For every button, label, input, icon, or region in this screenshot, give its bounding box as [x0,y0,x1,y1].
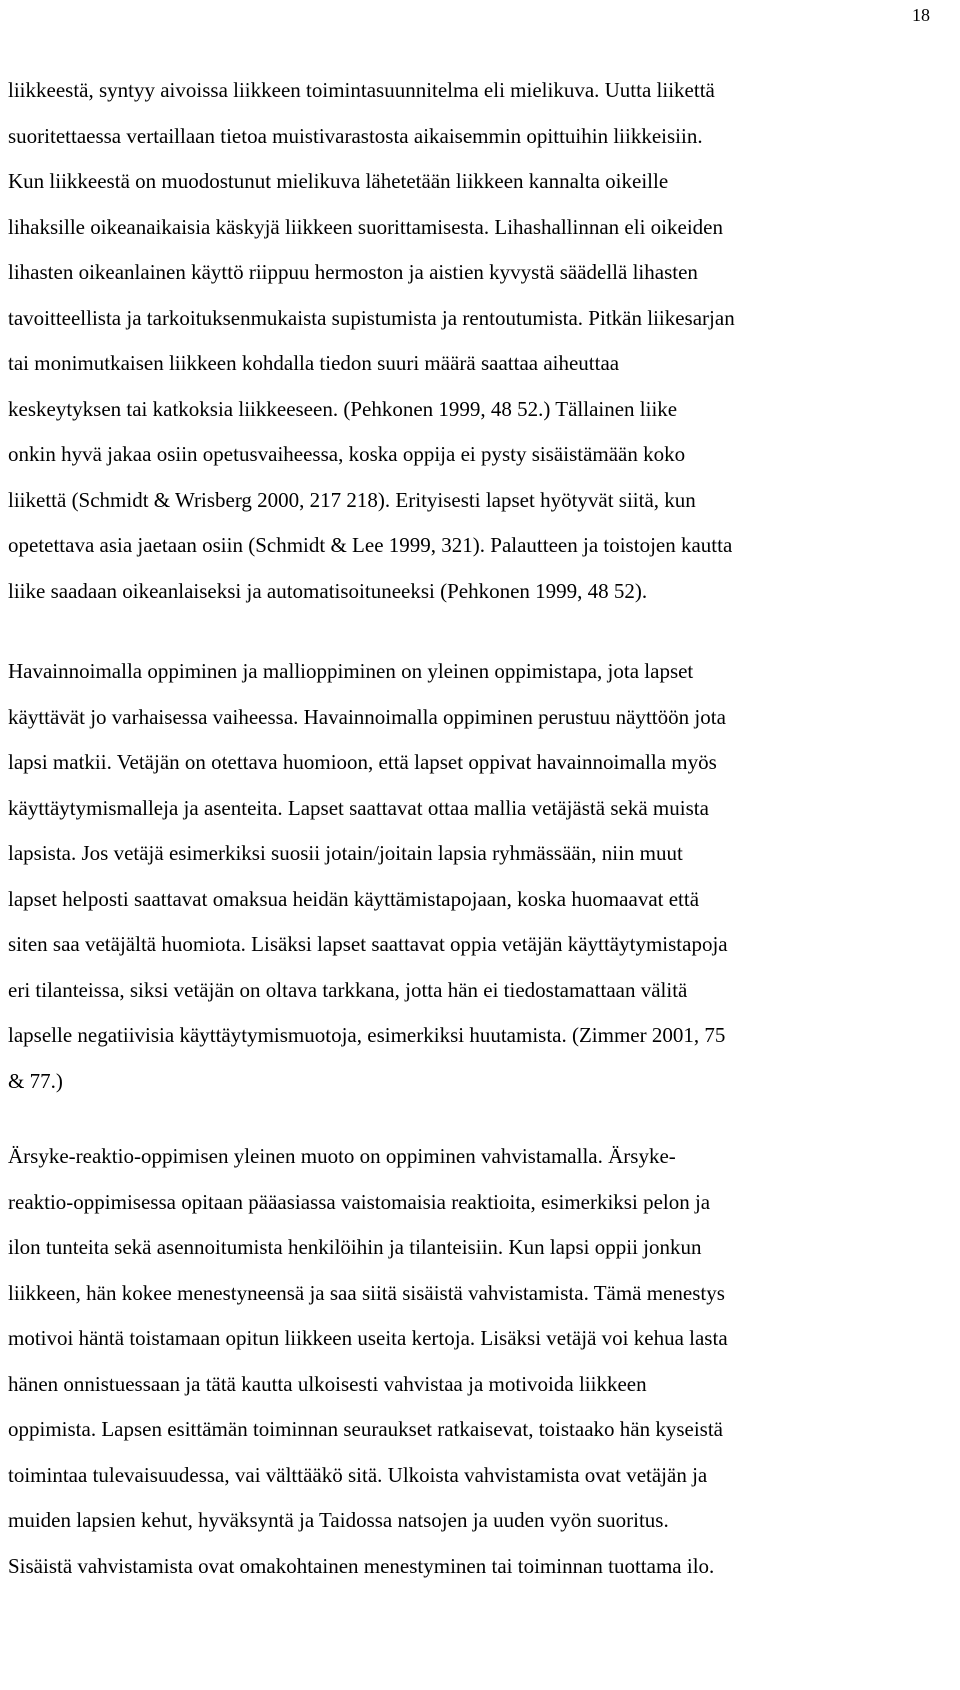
text-line: lapsista. Jos vetäjä esimerkiksi suosii jotain/joitain lapsia ryhmässään, niin muut [8,841,683,865]
text-line: oppimista. Lapsen esittämän toiminnan seuraukset ratkaisevat, toistaako hän kyseistä [8,1417,723,1441]
text-line: tai monimutkaisen liikkeen kohdalla tiedon suuri määrä saattaa aiheuttaa [8,351,620,375]
text-line: käyttävät jo varhaisessa vaiheessa. Havainnoimalla oppiminen perustuu näyttöön jota [8,704,726,729]
text-line: siten saa vetäjältä huomiota. Lisäksi lapset saattavat oppia vetäjän käyttäytymistapoja [8,932,728,956]
text-line: onkin hyvä jakaa osiin opetusvaiheessa, koska oppija ei pysty sisäistämään koko [8,442,686,466]
text-line: motivoi häntä toistamaan opitun liikkeen useita kertoja. Lisäksi vetäjä voi kehua lasta [8,1326,728,1350]
text-line: liikkeen, hän kokee menestyneensä ja saa siitä sisäistä vahvistamista. Tämä menestys [8,1280,725,1305]
text-line: eri tilanteissa, siksi vetäjän on oltava tarkkana, jotta hän ei tiedostamattaan välitä [8,977,688,1002]
text-line: käyttäytymismalleja ja asenteita. Lapset saattavat ottaa mallia vetäjästä sekä muista [8,795,709,820]
text-line: lapsi matkii. Vetäjän on otettava huomioon, että lapset oppivat havainnoimalla myös [8,750,717,774]
text-line: hänen onnistuessaan ja tätä kautta ulkoisesti vahvistaa ja motivoida liikkeen [8,1371,647,1396]
text-line: reaktio-oppimisessa opitaan pääasiassa vaistomaisia reaktioita, esimerkiksi pelon ja [8,1189,711,1214]
text-line: toimintaa tulevaisuudessa, vai välttääkö sitä. Ulkoista vahvistamista ovat vetäjän ja [8,1462,708,1487]
paragraph-motor-learning [8,68,948,614]
text-line: keskeytyksen tai katkoksia liikkeeseen. (Pehkonen 1999, 48 52.) Tällainen liike [8,396,678,421]
paragraph-stimulus-response-learning [8,1134,948,1589]
paragraph-observational-learning [8,649,948,1104]
text-line: lihaksille oikeanaikaisia käskyjä liikkeen suorittamisesta. Lihashallinnan eli oikeiden [8,214,723,239]
text-line: lapselle negatiivisia käyttäytymismuotoja, esimerkiksi huutamista. (Zimmer 2001, 75 [8,1023,726,1047]
text-line: suoritettaessa vertaillaan tietoa muistivarastosta aikaisemmin opittuihin liikkeisiin. [8,123,703,148]
text-line: lihasten oikeanlainen käyttö riippuu hermoston ja aistien kyvystä säädellä lihasten [8,260,698,284]
text-line: liike saadaan oikeanlaiseksi ja automatisoituneeksi (Pehkonen 1999, 48 52). [8,578,648,603]
text-line: tavoitteellista ja tarkoituksenmukaista supistumista ja rentoutumista. Pitkän liikesarjan [8,305,735,330]
text-line: & 77.) [8,1068,63,1093]
text-line: ilon tunteita sekä asennoitumista henkilöihin ja tilanteisiin. Kun lapsi oppii jonkun [8,1235,702,1259]
text-line: Sisäistä vahvistamista ovat omakohtainen menestyminen tai toiminnan tuottama ilo. [8,1553,715,1578]
text-line: opetettava asia jaetaan osiin (Schmidt & Lee 1999, 321). Palautteen ja toistojen kautta [8,533,733,557]
text-line: Ärsyke-reaktio-oppimisen yleinen muoto on oppiminen vahvistamalla. Ärsyke- [8,1144,676,1168]
text-line: liikkeestä, syntyy aivoissa liikkeen toimintasuunnitelma eli mielikuva. Uutta liikettä [8,78,715,102]
text-line: muiden lapsien kehut, hyväksyntä ja Taidossa natsojen ja uuden vyön suoritus. [8,1508,669,1532]
text-line: Havainnoimalla oppiminen ja mallioppiminen on yleinen oppimistapa, jota lapset [8,659,694,683]
text-line: lapset helposti saattavat omaksua heidän käyttämistapojaan, koska huomaavat että [8,886,700,911]
text-line: Kun liikkeestä on muodostunut mielikuva lähetetään liikkeen kannalta oikeille [8,169,669,193]
page-number: 18 [912,5,930,25]
text-line: liikettä (Schmidt & Wrisberg 2000, 217 218). Erityisesti lapset hyötyvät siitä, kun [8,487,696,512]
